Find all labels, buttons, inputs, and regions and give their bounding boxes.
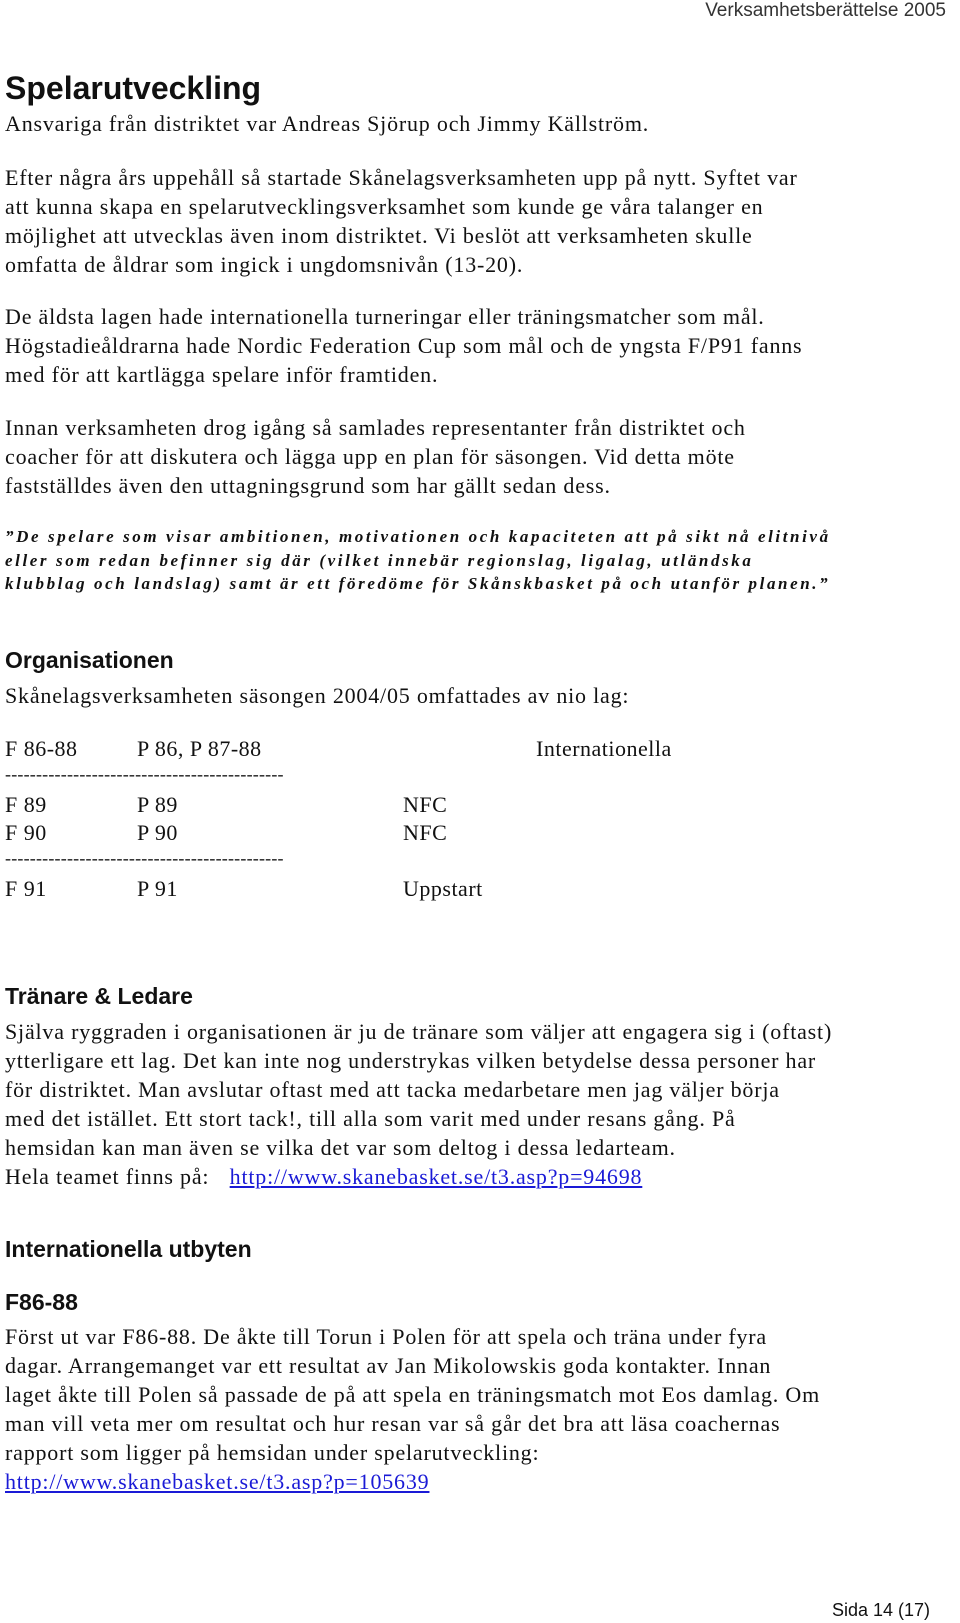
team-level: Internationella <box>536 736 672 761</box>
team-boys: P 89 <box>137 792 178 817</box>
team-boys: P 86, P 87-88 <box>137 736 262 761</box>
paragraph-goals <box>5 302 802 389</box>
paragraph-f86-88 <box>5 1322 820 1496</box>
team-girls: F 90 <box>5 820 47 845</box>
section-heading-spelarutveckling: Spelarutveckling <box>5 70 262 106</box>
text-line: möjlighet att utvecklas även inom distriktet. Vi beslöt att verksamheten skulle <box>5 223 753 248</box>
section-heading-organisationen: Organisationen <box>5 647 174 673</box>
text-line: De äldsta lagen hade internationella turneringar eller träningsmatcher som mål. <box>5 304 765 329</box>
section-heading-tranare-ledare: Tränare & Ledare <box>5 983 193 1009</box>
team-level: NFC <box>403 820 448 845</box>
text-line: Efter några års uppehåll så startade Skånelagsverksamheten upp på nytt. Syftet var <box>5 165 798 190</box>
team-girls: F 89 <box>5 792 47 817</box>
quote-line: klubblag och landslag) samt är ett föredöme för Skånskbasket på och utanför planen.” <box>5 574 831 593</box>
subheading-f86-88: F86-88 <box>5 1289 78 1315</box>
paragraph-coaches <box>5 1017 832 1191</box>
responsible-text: Ansvariga från distriktet var Andreas Sjörup och Jimmy Källström. <box>5 111 650 136</box>
paragraph-planning <box>5 413 746 500</box>
team-level: Uppstart <box>403 876 483 901</box>
team-girls: F 86-88 <box>5 736 78 761</box>
text-line: omfatta de åldrar som ingick i ungdomsnivån (13-20). <box>5 252 524 277</box>
text-line: Innan verksamheten drog igång så samlades representanter från distriktet och <box>5 415 746 440</box>
text-line: för distriktet. Man avslutar oftast med att tacka medarbetare men jag väljer börja <box>5 1077 780 1102</box>
text-line: coacher för att diskutera och lägga upp en plan för säsongen. Vid detta möte <box>5 444 735 469</box>
selection-criteria-quote <box>5 525 831 596</box>
team-boys: P 90 <box>137 820 178 845</box>
quote-line: eller som redan befinner sig där (vilket innebär regionslag, ligalag, utländska <box>5 550 754 570</box>
text-line: med för att kartlägga spelare inför framtiden. <box>5 362 439 387</box>
text-line: hemsidan kan man även se vilka det var som deltog i dessa ledarteam. <box>5 1135 676 1160</box>
section-heading-internationella-utbyten: Internationella utbyten <box>5 1236 252 1262</box>
separator-line: --------------------------------------------- <box>5 764 284 784</box>
team-link-label: Hela teamet finns på: <box>5 1164 210 1189</box>
text-line: fastställdes även den uttagningsgrund som har gällt sedan dess. <box>5 473 611 498</box>
text-line: dagar. Arrangemanget var ett resultat av Jan Mikolowskis goda kontakter. Innan <box>5 1353 772 1378</box>
report-link[interactable]: http://www.skanebasket.se/t3.asp?p=105639 <box>5 1469 430 1494</box>
text-line: med det istället. Ett stort tack!, till alla som varit med under resans gång. På <box>5 1106 736 1131</box>
text-line: laget åkte till Polen så passade de på att spela en träningsmatch mot Eos damlag. Om <box>5 1382 820 1407</box>
quote-line: ”De spelare som visar ambitionen, motivationen och kapaciteten att på sikt nå elitnivå <box>5 527 831 546</box>
team-link[interactable]: http://www.skanebasket.se/t3.asp?p=94698 <box>229 1164 643 1189</box>
text-line: Själva ryggraden i organisationen är ju de tränare som väljer att engagera sig i (oftast) <box>5 1019 833 1044</box>
text-line: att kunna skapa en spelarutvecklingsverksamhet som kunde ge våra talanger en <box>5 194 764 219</box>
text-line: Först ut var F86-88. De åkte till Torun i Polen för att spela och träna under fyra <box>5 1324 767 1349</box>
paragraph-intro <box>5 163 798 279</box>
text-line: ytterligare ett lag. Det kan inte nog understrykas vilken betydelse dessa personer har <box>5 1048 817 1073</box>
separator-line: --------------------------------------------- <box>5 848 284 868</box>
team-boys: P 91 <box>137 876 178 901</box>
page-header: Verksamhetsberättelse 2005 <box>705 0 946 21</box>
organisation-intro: Skånelagsverksamheten säsongen 2004/05 omfattades av nio lag: <box>5 683 630 708</box>
text-line: rapport som ligger på hemsidan under spelarutveckling: <box>5 1440 540 1465</box>
team-level: NFC <box>403 792 448 817</box>
page-number: Sida 14 (17) <box>831 1600 930 1620</box>
team-link-line <box>5 1162 832 1191</box>
text-line: man vill veta mer om resultat och hur resan var så går det bra att läsa coachernas <box>5 1411 781 1436</box>
text-line: Högstadieåldrarna hade Nordic Federation Cup som mål och de yngsta F/P91 fanns <box>5 333 803 358</box>
team-girls: F 91 <box>5 876 47 901</box>
